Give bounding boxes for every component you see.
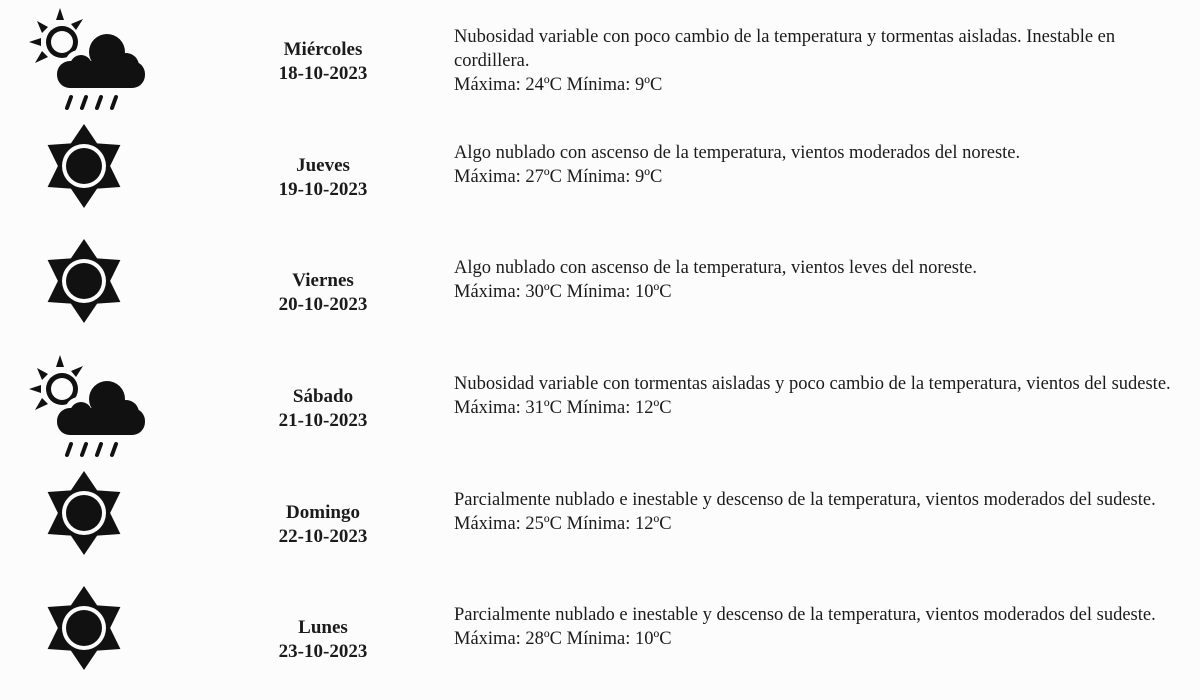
date-label [248,501,398,549]
date-value: 22-10-2023 [278,526,368,547]
date-label [248,154,398,202]
forecast-row [0,0,1200,115]
forecast-row [0,578,1200,693]
date-label [248,385,398,433]
sun-cloud-rain-icon [24,0,146,115]
forecast-description [454,603,1194,651]
forecast-row [0,347,1200,462]
weekday-label: Sábado [292,386,354,407]
sun-cloud-rain-icon [24,347,146,462]
date-label [248,616,398,664]
temperature-text: Máxima: 30ºC Mínima: 10ºC [454,282,672,302]
weekday-label: Miércoles [283,39,363,60]
weekday-label: Viernes [292,270,354,291]
date-value: 18-10-2023 [278,63,368,84]
temperature-text: Máxima: 27ºC Mínima: 9ºC [454,167,663,187]
forecast-description [454,141,1194,189]
forecast-row [0,231,1200,346]
date-label [248,269,398,317]
forecast-description [454,372,1194,420]
temperature-text: Máxima: 31ºC Mínima: 12ºC [454,398,672,418]
temperature-text: Máxima: 24ºC Mínima: 9ºC [454,75,663,95]
description-text: Nubosidad variable con tormentas aisladas y poco cambio de la temperatura, vientos del sudeste. [454,374,1171,394]
forecast-description [454,256,1194,304]
sun-icon [24,231,146,346]
weekday-label: Domingo [286,502,360,523]
description-text: Algo nublado con ascenso de la temperatura, vientos moderados del noreste. [454,143,1021,163]
weekday-label: Jueves [296,155,350,176]
date-value: 23-10-2023 [278,641,368,662]
date-value: 20-10-2023 [278,294,368,315]
date-label [248,38,398,86]
description-text: Nubosidad variable con poco cambio de la temperatura y tormentas aisladas. Inestable en cordillera. [454,27,1116,71]
weekday-label: Lunes [298,617,348,638]
forecast-row [0,116,1200,231]
date-value: 21-10-2023 [278,410,368,431]
temperature-text: Máxima: 25ºC Mínima: 12ºC [454,514,672,534]
sun-icon [24,116,146,231]
forecast-description [454,25,1194,97]
date-value: 19-10-2023 [278,179,368,200]
forecast-row [0,463,1200,578]
description-text: Parcialmente nublado e inestable y descenso de la temperatura, vientos moderados del sudeste. [454,490,1156,510]
description-text: Parcialmente nublado e inestable y descenso de la temperatura, vientos moderados del sudeste. [454,605,1156,625]
forecast-description [454,488,1194,536]
temperature-text: Máxima: 28ºC Mínima: 10ºC [454,629,672,649]
sun-icon [24,578,146,693]
description-text: Algo nublado con ascenso de la temperatura, vientos leves del noreste. [454,258,977,278]
sun-icon [24,463,146,578]
